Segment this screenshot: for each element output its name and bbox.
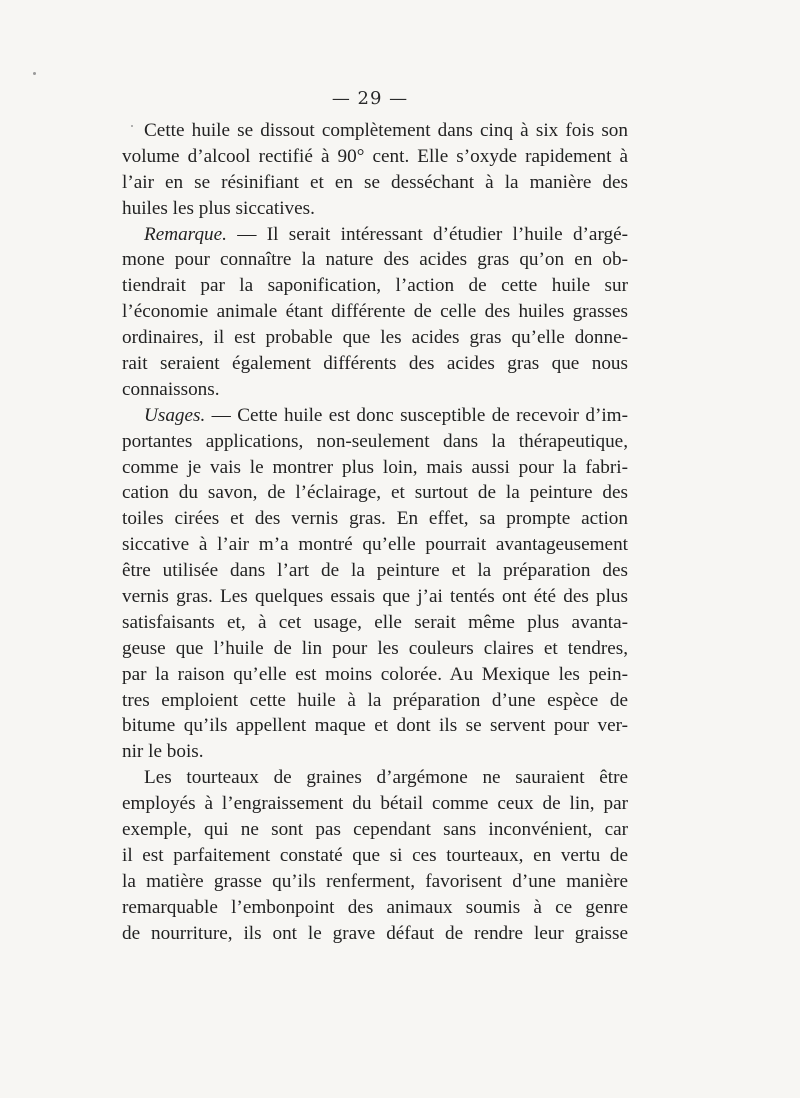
text-line: l’économie animale étant différente de celle des huiles grasses xyxy=(122,301,628,323)
text-line: vernis gras. Les quelques essais que j’ai tentés ont été des plus xyxy=(122,586,628,608)
text-line: bitume qu’ils appellent maque et dont ils se servent pour ver- xyxy=(122,715,628,737)
text-line: être utilisée dans l’art de la peinture et la préparation des xyxy=(122,560,628,582)
text-line: exemple, qui ne sont pas cependant sans inconvénient, car xyxy=(122,819,628,841)
text-line: employés à l’engraissement du bétail comme ceux de lin, par xyxy=(122,793,628,815)
text-line xyxy=(122,403,628,429)
text-run: — Cette huile est donc susceptible de recevoir d’im- xyxy=(205,404,628,426)
text-line: geuse que l’huile de lin pour les couleurs claires et tendres, xyxy=(122,637,628,659)
text-line: tres emploient cette huile à la préparation d’une espèce de xyxy=(122,689,628,711)
text-line: huiles les plus siccatives. xyxy=(122,197,315,219)
text-line: Les tourteaux de graines d’argémone ne sauraient être xyxy=(144,767,628,789)
text-run: — Il serait intéressant d’étudier l’huile d’argé- xyxy=(226,223,628,245)
section-lead-remarque: Remarque. xyxy=(144,223,227,245)
text-line: portantes applications, non-seulement dans la thérapeutique, xyxy=(122,430,628,452)
text-line: de nourriture, ils ont le grave défaut de rendre leur graisse xyxy=(122,922,628,944)
text-line: l’air en se résinifiant et en se desséchant à la manière des xyxy=(122,171,628,193)
text-line: ordinaires, il est probable que les acides gras qu’elle donne- xyxy=(122,327,628,349)
text-line: tiendrait par la saponification, l’action de cette huile sur xyxy=(122,275,628,297)
text-line: il est parfaitement constaté que si ces tourteaux, en vertu de xyxy=(122,844,628,866)
text-line: connaissons. xyxy=(122,378,220,400)
text-line: remarquable l’embonpoint des animaux soumis à ce genre xyxy=(122,896,628,918)
text-line: comme je vais le montrer plus loin, mais aussi pour la fabri- xyxy=(122,456,628,478)
text-line: toiles cirées et des vernis gras. En effet, sa prompte action xyxy=(122,508,628,530)
text-line: cation du savon, de l’éclairage, et surtout de la peinture des xyxy=(122,482,628,504)
text-line: mone pour connaître la nature des acides gras qu’on en ob- xyxy=(122,249,628,271)
text-line xyxy=(122,222,628,248)
text-line: siccative à l’air m’a montré qu’elle pourrait avantageusement xyxy=(122,534,628,556)
text-line: nir le bois. xyxy=(122,741,204,763)
text-line: par la raison qu’elle est moins colorée. Au Mexique les pein- xyxy=(122,663,628,685)
text-line: satisfaisants et, à cet usage, elle serait même plus avanta- xyxy=(122,611,628,633)
paper-speck xyxy=(33,72,36,75)
body-text xyxy=(122,118,628,947)
text-line: Cette huile se dissout complètement dans cinq à six fois son xyxy=(144,120,628,141)
text-line: rait seraient également différents des acides gras que nous xyxy=(122,353,628,375)
page-number: — 29 — xyxy=(331,88,409,109)
section-lead-usages: Usages. xyxy=(144,404,206,426)
text-line: la matière grasse qu’ils renferment, favorisent d’une manière xyxy=(122,870,628,892)
text-line: volume d’alcool rectifié à 90° cent. Elle s’oxyde rapidement à xyxy=(122,145,628,167)
